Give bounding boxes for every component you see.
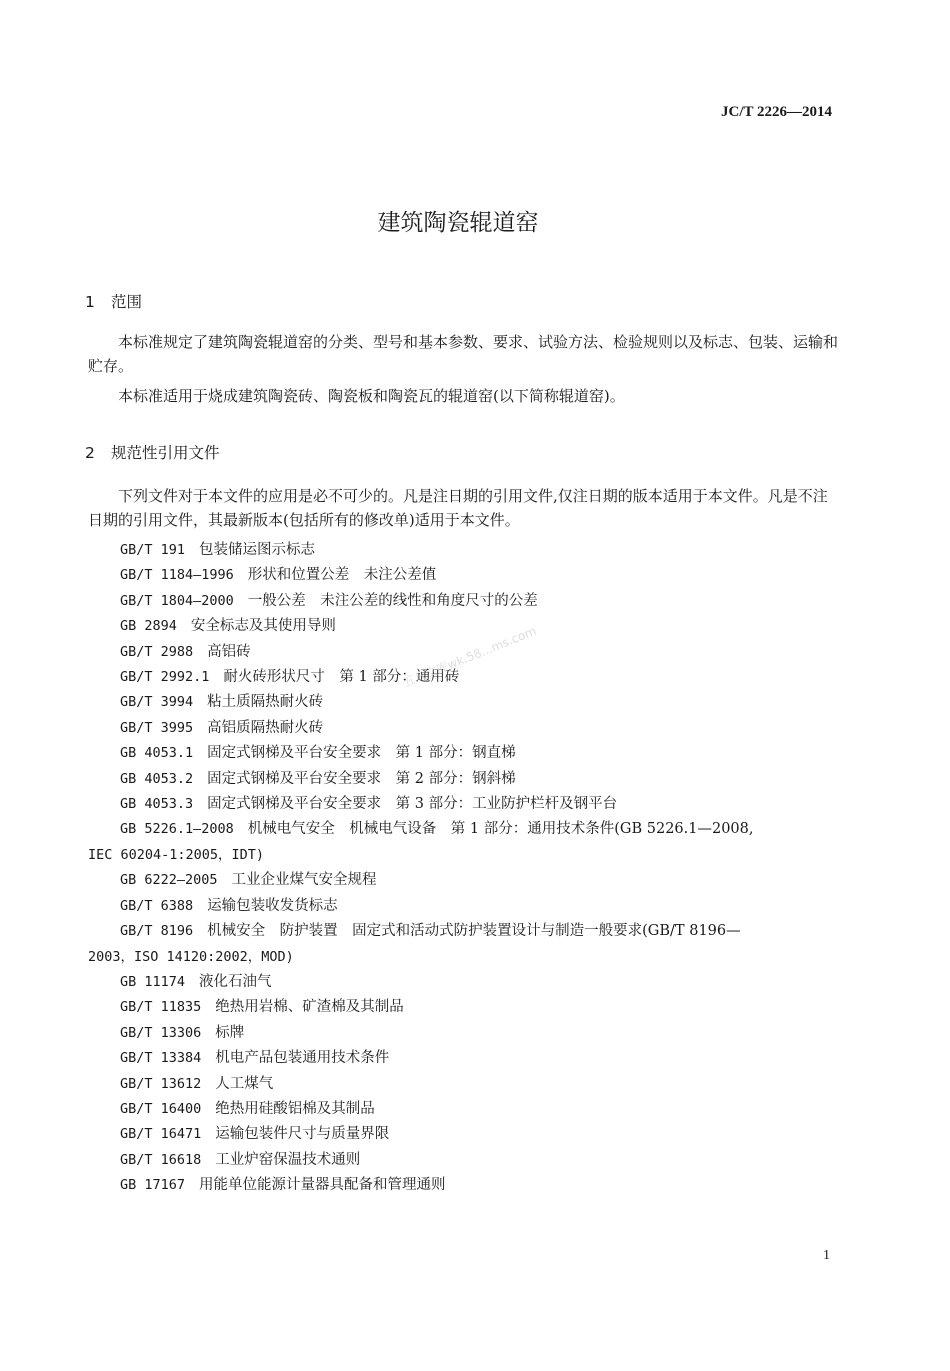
reference-title: 固定式钢梯及平台安全要求 第 2 部分：钢斜梯 <box>207 770 516 787</box>
reference-code: GB/T 1804—2000 <box>120 592 234 609</box>
reference-title: 高铝砖 <box>207 643 251 660</box>
reference-title: 一般公差 未注公差的线性和角度尺寸的公差 <box>247 592 538 609</box>
reference-title: 固定式钢梯及平台安全要求 第 1 部分：钢直梯 <box>207 745 516 762</box>
reference-item <box>88 589 848 614</box>
reference-title: 形状和位置公差 未注公差值 <box>247 567 437 584</box>
reference-title: 绝热用硅酸铝棉及其制品 <box>215 1100 375 1117</box>
reference-item <box>88 538 848 563</box>
standard-code: JC/T 2226—2014 <box>721 104 832 120</box>
reference-title: 机电产品包装通用技术条件 <box>215 1050 390 1067</box>
reference-item <box>88 970 848 995</box>
normative-intro-paragraph: 下列文件对于本文件的应用是必不可少的。凡是注日期的引用文件,仅注日期的版本适用于本文件。凡是不注日期的引用文件，其最新版本(包括所有的修改单)适用于本文件。 <box>88 487 828 529</box>
reference-item <box>88 792 848 817</box>
reference-code: GB/T 2988 <box>120 643 194 660</box>
page-title: 建筑陶瓷辊道窑 <box>377 210 539 236</box>
reference-title: 绝热用岩棉、矿渣棉及其制品 <box>215 999 404 1016</box>
section-number: 1 <box>85 293 95 311</box>
reference-item <box>88 995 848 1020</box>
reference-code: GB 4053.2 <box>120 770 194 787</box>
section-number: 2 <box>85 444 95 462</box>
reference-title: 工业企业煤气安全规程 <box>231 872 377 889</box>
reference-item <box>88 665 848 690</box>
reference-code: GB 4053.3 <box>120 796 194 813</box>
reference-code: GB/T 1184—1996 <box>120 567 234 584</box>
page-number: 1 <box>823 1248 830 1263</box>
reference-list <box>88 538 848 1199</box>
section-2-heading <box>85 441 220 463</box>
reference-title: 运输包装件尺寸与质量界限 <box>215 1126 390 1143</box>
reference-item <box>88 868 848 893</box>
reference-item <box>88 716 848 741</box>
reference-item <box>88 690 848 715</box>
section-1-heading <box>85 290 142 312</box>
section-title: 规范性引用文件 <box>111 444 220 462</box>
reference-title: 用能单位能源计量器具配备和管理通则 <box>199 1177 446 1194</box>
reference-item <box>88 1097 848 1122</box>
reference-title: 人工煤气 <box>215 1075 274 1092</box>
reference-code: GB/T 3995 <box>120 719 194 736</box>
reference-title: 机械安全 防护装置 固定式和活动式防护装置设计与制造一般要求(GB/T 8196— <box>207 923 741 940</box>
reference-item <box>88 767 848 792</box>
scope-paragraph-2: 本标准适用于烧成建筑陶瓷砖、陶瓷板和陶瓷瓦的辊道窑(以下简称辊道窑)。 <box>118 387 625 405</box>
reference-item <box>88 919 848 970</box>
scope-paragraph-1: 本标准规定了建筑陶瓷辊道窑的分类、型号和基本参数、要求、试验方法、检验规则以及标志、包装、运输和贮存。 <box>88 333 839 375</box>
reference-code: GB 5226.1—2008 <box>120 821 234 838</box>
reference-item <box>88 1046 848 1071</box>
reference-title: 标牌 <box>215 1024 245 1041</box>
reference-code: GB/T 8196 <box>120 923 194 940</box>
reference-item <box>88 894 848 919</box>
reference-title: 运输包装收发货标志 <box>207 897 338 914</box>
reference-title: 安全标志及其使用导则 <box>190 618 336 635</box>
reference-code: GB 11174 <box>120 973 186 990</box>
watermark: 五八文库wk.58...ms.com <box>400 623 539 691</box>
reference-code: GB/T 3994 <box>120 694 194 711</box>
reference-code: GB 17167 <box>120 1177 186 1194</box>
reference-title: 液化石油气 <box>199 973 272 990</box>
reference-code: GB/T 2992.1 <box>120 669 210 686</box>
reference-code: GB/T 13612 <box>120 1075 202 1092</box>
reference-code: GB 2894 <box>120 618 177 635</box>
reference-code: GB/T 13306 <box>120 1024 202 1041</box>
reference-code: GB/T 13384 <box>120 1050 202 1067</box>
reference-code: GB/T 16471 <box>120 1126 202 1143</box>
reference-code: GB/T 191 <box>120 542 186 558</box>
reference-code: GB/T 6388 <box>120 897 194 914</box>
reference-title: 粘土质隔热耐火砖 <box>207 694 324 711</box>
reference-title: 机械电气安全 机械电气设备 第 1 部分：通用技术条件(GB 5226.1—2008, <box>247 821 754 838</box>
reference-item <box>88 817 848 868</box>
reference-continuation: 2003，ISO 14120:2002，MOD) <box>88 948 294 965</box>
reference-continuation: IEC 60204-1:2005，IDT) <box>88 846 265 863</box>
reference-item <box>88 1021 848 1046</box>
reference-title: 固定式钢梯及平台安全要求 第 3 部分：工业防护栏杆及钢平台 <box>207 796 618 813</box>
reference-code: GB 4053.1 <box>120 745 194 762</box>
section-title: 范围 <box>111 293 143 311</box>
reference-title: 工业炉窑保温技术通则 <box>215 1151 361 1168</box>
reference-item <box>88 1122 848 1147</box>
reference-item <box>88 563 848 588</box>
reference-code: GB/T 16618 <box>120 1151 202 1168</box>
reference-item <box>88 1173 848 1198</box>
reference-code: GB 6222—2005 <box>120 872 218 889</box>
reference-item <box>88 1072 848 1097</box>
reference-code: GB/T 16400 <box>120 1100 202 1117</box>
reference-item <box>88 1148 848 1173</box>
reference-title: 耐火砖形状尺寸 第 1 部分：通用砖 <box>223 669 460 686</box>
reference-item <box>88 614 848 639</box>
reference-item <box>88 741 848 766</box>
reference-title: 高铝质隔热耐火砖 <box>207 719 324 736</box>
reference-code: GB/T 11835 <box>120 999 202 1016</box>
reference-title: 包装储运图示标志 <box>199 542 316 558</box>
